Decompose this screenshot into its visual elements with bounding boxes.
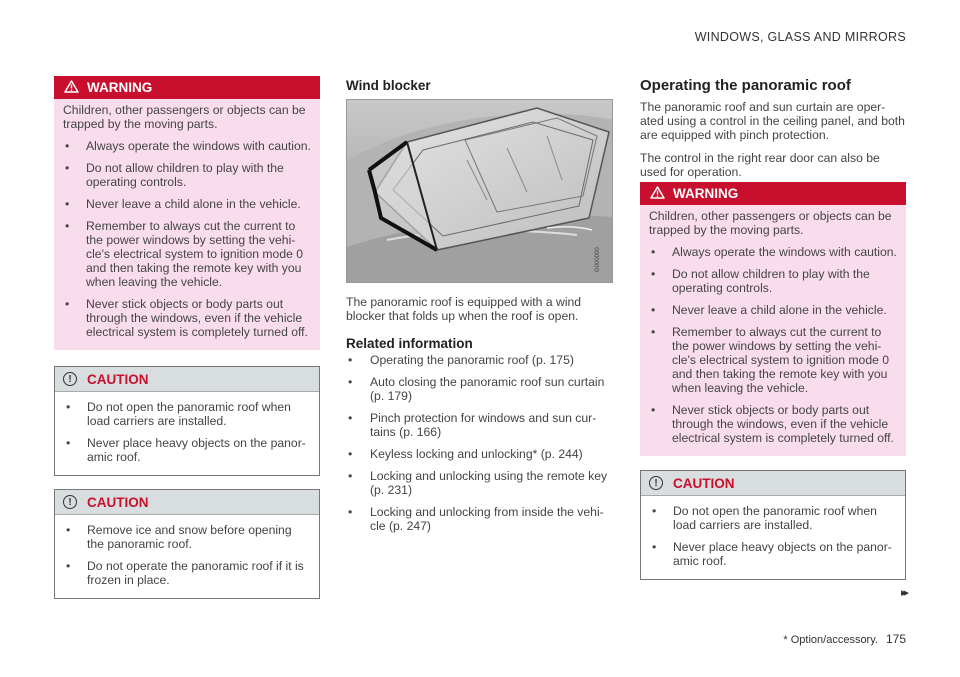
bullet: • — [66, 400, 71, 414]
bullet: • — [65, 197, 70, 211]
warning-list — [640, 245, 906, 445]
related-link[interactable]: • Locking and unlocking from inside the vehi-cle (p. 247) — [348, 505, 604, 533]
list-item: • Always operate the windows with caution. — [651, 245, 897, 259]
warning-title: WARNING — [87, 80, 153, 95]
list-item: • Never stick objects or body parts out through the windows, even if the vehicle electrical system is completely turned off. — [651, 403, 894, 445]
caution-list — [641, 504, 905, 568]
operating-para-2: The control in the right rear door can also be used for operation. — [640, 151, 880, 179]
caution-box-2 — [54, 489, 320, 599]
bullet: • — [348, 375, 353, 389]
bullet: • — [348, 505, 353, 519]
related-link[interactable]: • Operating the panoramic roof (p. 175) — [348, 353, 574, 367]
list-item: • Do not allow children to play with the operating controls. — [65, 161, 284, 189]
column-right — [640, 76, 906, 580]
caution-box-1 — [54, 366, 320, 476]
warning-title: WARNING — [673, 186, 739, 201]
bullet: • — [651, 325, 656, 339]
caution-icon: ! — [63, 372, 77, 386]
related-link[interactable]: • Pinch protection for windows and sun cur-tains (p. 166) — [348, 411, 597, 439]
figure-code: G000000 — [595, 247, 601, 272]
bullet: • — [66, 559, 71, 573]
wind-blocker-caption: The panoramic roof is equipped with a wind blocker that folds up when the roof is open. — [346, 295, 582, 323]
wind-blocker-illustration — [346, 99, 613, 283]
list-item: • Never stick objects or body parts out through the windows, even if the vehicle electrical system is completely turned off. — [65, 297, 308, 339]
caution-header — [55, 490, 319, 515]
column-middle — [346, 76, 614, 533]
caution-icon: ! — [649, 476, 663, 490]
column-left — [54, 76, 320, 599]
caution-header — [55, 367, 319, 392]
list-item: • Always operate the windows with caution. — [65, 139, 311, 153]
bullet: • — [348, 469, 353, 483]
list-item: • Do not allow children to play with the operating controls. — [651, 267, 870, 295]
warning-header — [54, 76, 320, 99]
list-item: • Never leave a child alone in the vehicle. — [65, 197, 301, 211]
footnote: * Option/accessory. — [783, 634, 878, 646]
bullet: • — [65, 139, 70, 153]
caution-title: CAUTION — [87, 371, 149, 387]
list-item: • Never place heavy objects on the panor-amic roof. — [66, 436, 306, 464]
bullet: • — [66, 523, 71, 537]
caution-header — [641, 471, 905, 496]
page-number: 175 — [885, 632, 906, 646]
list-item: • Never leave a child alone in the vehicle. — [651, 303, 887, 317]
warning-triangle-icon — [650, 186, 665, 202]
bullet: • — [651, 403, 656, 417]
caution-icon: ! — [63, 495, 77, 509]
wind-blocker-heading: Wind blocker — [346, 78, 431, 93]
continue-arrows-icon: ▸▸ — [900, 587, 906, 599]
bullet: • — [65, 161, 70, 175]
related-link[interactable]: • Keyless locking and unlocking* (p. 244) — [348, 447, 583, 461]
caution-list — [55, 523, 319, 587]
bullet: • — [651, 267, 656, 281]
related-link[interactable]: • Locking and unlocking using the remote key (p. 231) — [348, 469, 608, 497]
list-item: • Do not operate the panoramic roof if it is frozen in place. — [66, 559, 304, 587]
warning-intro: Children, other passengers or objects can be trapped by the moving parts. — [649, 209, 892, 237]
list-item: • Do not open the panoramic roof when load carriers are installed. — [652, 504, 877, 532]
section-header: WINDOWS, GLASS AND MIRRORS — [694, 30, 906, 44]
page-footer — [783, 632, 906, 646]
bullet: • — [65, 297, 70, 311]
bullet: • — [652, 540, 657, 554]
warning-box-right — [640, 182, 906, 456]
bullet: • — [651, 303, 656, 317]
bullet: • — [348, 447, 353, 461]
operating-heading: Operating the panoramic roof — [640, 77, 851, 94]
caution-box-3 — [640, 470, 906, 580]
bullet: • — [65, 219, 70, 233]
warning-list — [54, 139, 320, 339]
warning-header — [640, 182, 906, 205]
bullet: • — [348, 411, 353, 425]
caution-list — [55, 400, 319, 464]
list-item: • Do not open the panoramic roof when load carriers are installed. — [66, 400, 291, 428]
caution-title: CAUTION — [87, 494, 149, 510]
list-item: • Remember to always cut the current to the power windows by setting the vehi-cle's electrical system to ignition mode 0 and then taking the remote key with you when leaving the vehicle. — [651, 325, 890, 395]
bullet: • — [348, 353, 353, 367]
related-link[interactable]: • Auto closing the panoramic roof sun curtain (p. 179) — [348, 375, 605, 403]
bullet: • — [66, 436, 71, 450]
bullet: • — [651, 245, 656, 259]
list-item: • Remember to always cut the current to the power windows by setting the vehi-cle's electrical system to ignition mode 0 and then taking the remote key with you when leaving the vehicle. — [65, 219, 304, 289]
bullet: • — [652, 504, 657, 518]
related-list — [346, 353, 614, 533]
warning-triangle-icon — [64, 80, 79, 96]
warning-box-left — [54, 76, 320, 350]
list-item: • Never place heavy objects on the panor-amic roof. — [652, 540, 892, 568]
warning-intro: Children, other passengers or objects can be trapped by the moving parts. — [63, 103, 306, 131]
related-heading: Related information — [346, 336, 473, 351]
caution-title: CAUTION — [673, 475, 735, 491]
operating-para-1: The panoramic roof and sun curtain are oper-ated using a control in the ceiling panel, and both are equipped with pinch protection. — [640, 100, 905, 142]
list-item: • Remove ice and snow before opening the panoramic roof. — [66, 523, 292, 551]
